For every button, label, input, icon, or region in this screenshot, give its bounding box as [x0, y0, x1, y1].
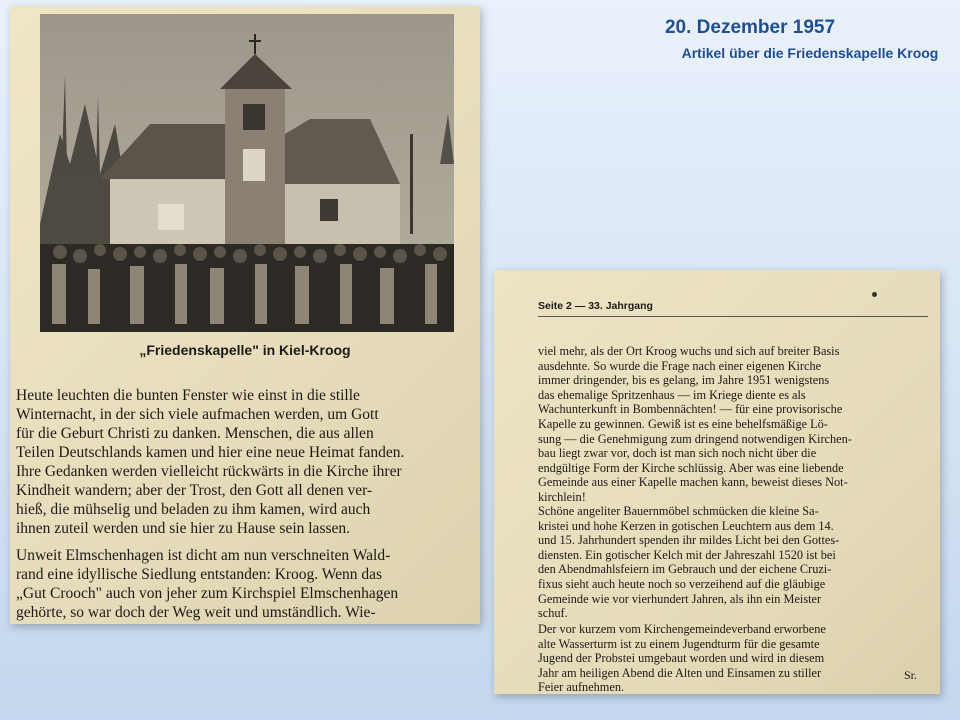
article-paragraph-5 — [538, 622, 930, 695]
text-line: Heute leuchten die bunten Fenster wie einst in die stille — [16, 387, 360, 404]
article-paragraph-3 — [538, 344, 930, 505]
text-line: Kapelle zu gewinnen. Gewiß ist es eine behelfsmäßige Lö- — [538, 416, 828, 431]
text-line: alte Wasserturm ist zu einem Jugendturm für die gesamte — [538, 636, 820, 651]
text-line: Wachunterkunft in Bombennächten! — für eine provisorische — [538, 402, 843, 417]
text-line: Schöne angeliter Bauernmöbel schmücken die kleine Sa- — [538, 504, 819, 518]
text-line: Der vor kurzem vom Kirchengemeindeverband erworbene — [538, 622, 826, 636]
text-line: Jugend der Probstei umgebaut worden und wird in diesem — [538, 651, 825, 666]
slide-date: 20. Dezember 1957 — [664, 17, 836, 38]
text-line: den Abendmahlsfeiern im Gebrauch und der eichene Cruzi- — [538, 562, 832, 577]
text-line: kristei und hohe Kerzen in gotischen Leuchtern aus dem 14. — [538, 518, 834, 533]
text-line: das ehemalige Spritzenhaus — im Kriege diente es als — [538, 387, 806, 402]
text-line: Winternacht, in der sich viele aufmachen werden, um Gott — [16, 406, 379, 423]
text-line: rand eine idyllische Siedlung entstanden: Kroog. Wenn das — [16, 566, 383, 583]
text-line: fixus sieht auch heute noch so verzeihend auf die gläubige — [538, 576, 826, 591]
text-line: immer dringender, bis es gelang, im Jahre 1951 wenigstens — [538, 373, 830, 388]
text-line: sung — die Genehmigung zum dringend notwendigen Kirchen- — [538, 431, 852, 446]
author-signature: Sr. — [904, 668, 918, 682]
slide-subtitle: Artikel über die Friedenskapelle Kroog — [681, 45, 939, 61]
text-line: endgültige Form der Kirche schlüssig. Aber was eine liebende — [538, 460, 844, 475]
text-line: Jahr am heiligen Abend die Alten und Einsamen zu stiller — [538, 665, 822, 680]
article-paragraph-1 — [16, 386, 464, 538]
text-line: diensten. Ein gotischer Kelch mit der Jahreszahl 1520 ist bei — [538, 547, 836, 562]
text-line: hieß, die mühselig und beladen zu ihm kamen, wird auch — [16, 501, 371, 518]
article-paragraph-2 — [16, 546, 464, 622]
text-line: „Gut Crooch" auch von jeher zum Kirchspiel Elmschenhagen — [16, 585, 399, 602]
text-line: Feier aufnehmen. — [538, 680, 625, 695]
newspaper-clipping-left — [10, 6, 480, 624]
text-line: und 15. Jahrhundert spenden ihr mildes Licht bei den Gottes- — [538, 533, 840, 548]
text-line: Teilen Deutschlands kamen und hier eine neue Heimat fanden. — [16, 444, 405, 461]
text-line: ausdehnte. So wurde die Frage nach einer eigenen Kirche — [538, 358, 822, 373]
slide-header — [540, 16, 960, 63]
text-line: Gemeinde aus einer Kapelle machen kann, beweist dieses Not- — [538, 475, 848, 490]
newspaper-clipping-right — [494, 270, 940, 694]
page-header: Seite 2 — 33. Jahrgang — [538, 300, 928, 317]
chapel-photo — [40, 14, 454, 332]
text-line: Unweit Elmschenhagen ist dicht am nun verschneiten Wald- — [16, 547, 391, 564]
chapel-photo-illustration — [40, 14, 454, 332]
article-paragraph-4 — [538, 504, 930, 621]
text-line: gehörte, so war doch der Weg weit und umständlich. Wie- — [16, 604, 376, 621]
text-line: bau liegt zwar vor, doch ist man sich noch nicht über die — [538, 446, 817, 461]
text-line: ihnen zuteil werden und sie hier zu Hause sein lassen. — [16, 520, 351, 537]
text-line: schuf. — [538, 606, 568, 621]
photo-caption: „Friedenskapelle" in Kiel-Kroog — [139, 342, 351, 358]
text-line: Gemeinde wie vor vierhundert Jahren, als ihn ein Meister — [538, 591, 822, 606]
text-line: viel mehr, als der Ort Kroog wuchs und sich auf breiter Basis — [538, 344, 840, 358]
text-line: Kindheit wandern; aber der Trost, den Gott all denen ver- — [16, 482, 373, 499]
text-line: kirchlein! — [538, 489, 586, 504]
text-line: Ihre Gedanken werden vielleicht rückwärts in die Kirche ihrer — [16, 463, 402, 480]
ink-dot — [872, 292, 877, 297]
text-line: für die Geburt Christi zu danken. Menschen, die aus allen — [16, 425, 374, 442]
